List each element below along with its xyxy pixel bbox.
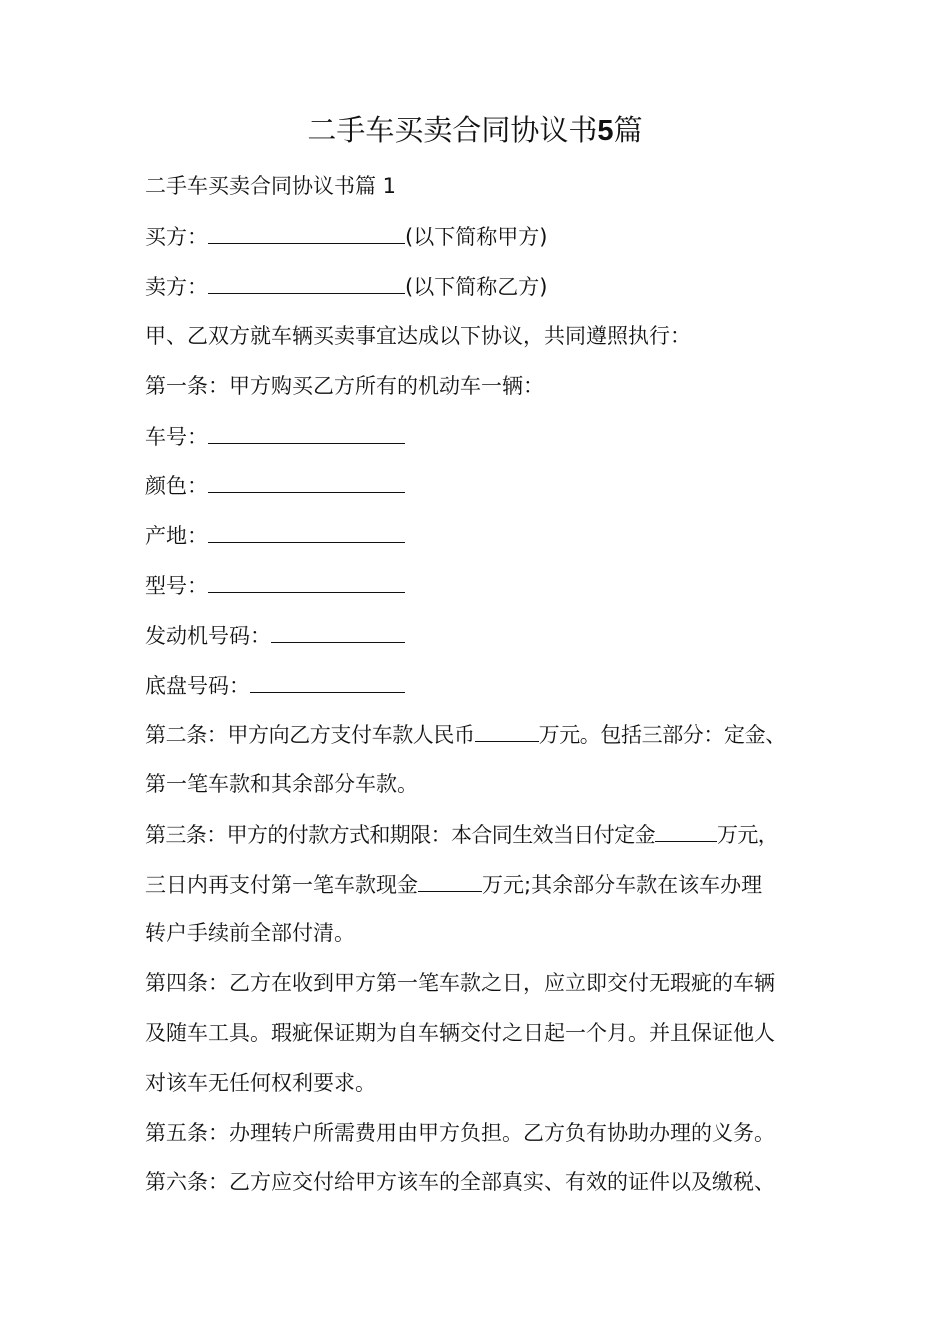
article-3-text-c: 三日内再支付第一笔车款现金 xyxy=(145,873,418,897)
article-2-amount-blank xyxy=(475,719,539,742)
field-origin xyxy=(145,520,405,551)
seller-line xyxy=(145,271,547,302)
article-3-line-2 xyxy=(145,869,762,900)
article-3-line-3: 转户手续前全部付清。 xyxy=(145,921,355,945)
field-color-blank xyxy=(208,470,405,493)
title-number: 5 xyxy=(597,115,614,147)
article-3-line-1 xyxy=(145,819,778,850)
article-5: 第五条：办理转户所需费用由甲方负担。乙方负有协助办理的义务。 xyxy=(145,1121,775,1145)
field-color xyxy=(145,470,405,501)
field-origin-blank xyxy=(208,520,405,543)
article-3-cash-blank xyxy=(418,869,482,892)
title-text: 二手车买卖合同协议书 xyxy=(307,113,598,147)
field-engine-label: 发动机号码： xyxy=(145,624,271,648)
seller-blank xyxy=(208,271,405,294)
article-3-text-d: 万元;其余部分车款在该车办理 xyxy=(482,873,763,897)
article-2-line-1 xyxy=(145,719,786,750)
field-chassis-label: 底盘号码： xyxy=(145,674,250,698)
article-4-line-2: 及随车工具。瑕疵保证期为自车辆交付之日起一个月。并且保证他人 xyxy=(145,1021,775,1045)
field-model xyxy=(145,570,405,601)
article-3-deposit-blank xyxy=(655,819,717,842)
field-plate-label: 车号： xyxy=(145,425,208,449)
article-2-text-b: 万元。包括三部分：定金、 xyxy=(538,723,786,747)
article-4-line-1: 第四条：乙方在收到甲方第一笔车款之日，应立即交付无瑕疵的车辆 xyxy=(145,971,775,995)
seller-note: (以下简称乙方) xyxy=(405,275,548,299)
article-4-line-3: 对该车无任何权利要求。 xyxy=(145,1071,376,1095)
article-2-text-a: 第二条：甲方向乙方支付车款人民币 xyxy=(145,723,475,747)
article-3-text-a: 第三条：甲方的付款方式和期限：本合同生效当日付定金 xyxy=(145,823,655,847)
seller-label: 卖方： xyxy=(145,275,208,299)
field-engine-blank xyxy=(271,620,405,643)
article-3-text-b: 万元， xyxy=(717,823,779,847)
field-model-label: 型号： xyxy=(145,574,208,598)
field-plate-blank xyxy=(208,421,405,444)
field-chassis-blank xyxy=(250,670,405,693)
buyer-blank xyxy=(208,221,405,244)
buyer-label: 买方： xyxy=(145,225,208,249)
field-color-label: 颜色： xyxy=(145,474,208,498)
document-title xyxy=(0,108,950,153)
article-1: 第一条：甲方购买乙方所有的机动车一辆： xyxy=(145,374,544,398)
title-suffix: 篇 xyxy=(613,113,643,147)
buyer-line xyxy=(145,221,547,252)
section-heading: 二手车买卖合同协议书篇 1 xyxy=(145,174,397,198)
field-model-blank xyxy=(208,570,405,593)
buyer-note: (以下简称甲方) xyxy=(405,225,548,249)
field-plate xyxy=(145,421,405,452)
field-chassis xyxy=(145,670,405,701)
agreement-intro: 甲、乙双方就车辆买卖事宜达成以下协议，共同遵照执行： xyxy=(145,324,691,348)
field-engine xyxy=(145,620,405,651)
field-origin-label: 产地： xyxy=(145,524,208,548)
article-2-line-2: 第一笔车款和其余部分车款。 xyxy=(145,772,418,796)
article-6-line-1: 第六条：乙方应交付给甲方该车的全部真实、有效的证件以及缴税、 xyxy=(145,1170,775,1194)
